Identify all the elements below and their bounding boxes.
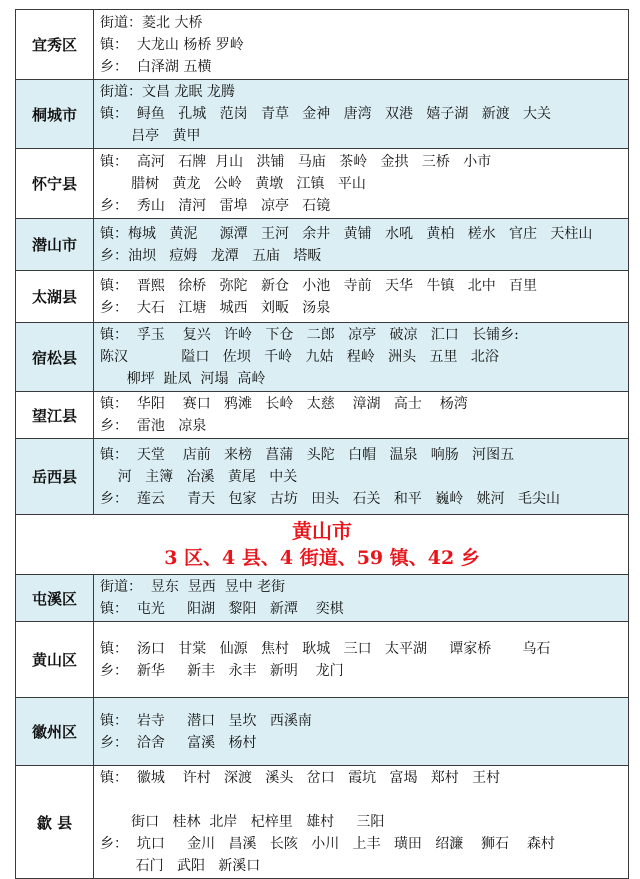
city-stats: 3 区、4 县、4 街道、59 镇、42 乡 (164, 547, 480, 569)
district-details (94, 323, 629, 392)
detail-line: 镇： 晋熙 徐桥 弥陀 新仓 小池 寺前 天华 牛镇 北中 百里 (100, 277, 538, 294)
detail-line: 街口 桂林 北岸 杞梓里 雄村 三阳 (100, 814, 385, 830)
detail-line: 乡：油坝 痘姆 龙潭 五庙 塔畈 (100, 247, 322, 264)
table-row (16, 575, 629, 622)
table-row (16, 80, 629, 149)
district-name: 徽州区 (16, 698, 94, 766)
district-details (94, 219, 629, 271)
detail-line: 镇： 高河 石牌 月山 洪铺 马庙 茶岭 金拱 三桥 小市 (100, 153, 492, 170)
city-title: 黄山市 (292, 519, 352, 543)
district-details (94, 149, 629, 219)
district-details (94, 439, 629, 515)
district-name: 怀宁县 (16, 149, 94, 219)
detail-line: 街道： 昱东 昱西 昱中 老街 (100, 579, 286, 595)
district-name: 岳西县 (16, 439, 94, 515)
detail-line: 乡： 新华 新丰 永丰 新明 龙门 (100, 662, 344, 679)
detail-line: 乡： 坑口 金川 昌溪 长陔 小川 上丰 璜田 绍濂 狮石 森村 (100, 836, 555, 852)
detail-line: 乡： 大石 江塘 城西 刘畈 汤泉 (100, 299, 331, 316)
district-name: 屯溪区 (16, 575, 94, 622)
detail-line: 街道：文昌 龙眠 龙腾 (100, 84, 235, 100)
district-name: 黄山区 (16, 622, 94, 698)
table-row (16, 271, 629, 323)
detail-line: 镇： 屯光 阳湖 黎阳 新潭 奕棋 (100, 601, 344, 617)
district-details (94, 392, 629, 439)
detail-line: 镇： 孚玉 复兴 许岭 下仓 二郎 凉亭 破凉 汇口 长铺乡: (100, 327, 519, 343)
district-name: 桐城市 (16, 80, 94, 149)
district-name: 潜山市 (16, 219, 94, 271)
detail-line: 腊树 黄龙 公岭 黄墩 江镇 平山 (100, 175, 366, 192)
district-details (94, 622, 629, 698)
detail-line: 乡： 洽舍 富溪 杨村 (100, 734, 257, 751)
table-row (16, 439, 629, 515)
district-name: 歙 县 (16, 766, 94, 879)
detail-line: 河 主簿 冶溪 黄尾 中关 (100, 468, 298, 485)
table-row (16, 323, 629, 392)
district-name: 宜秀区 (16, 10, 94, 80)
detail-line: 柳坪 趾凤 河塌 高岭 (100, 371, 266, 387)
district-details (94, 766, 629, 879)
district-name: 宿松县 (16, 323, 94, 392)
detail-line: 镇： 徽城 许村 深渡 溪头 岔口 霞坑 富堨 郑村 王村 (100, 770, 501, 786)
district-details (94, 10, 629, 80)
detail-line: 镇： 汤口 甘棠 仙源 焦村 耿城 三口 太平湖 谭家桥 乌石 (100, 640, 551, 657)
table-row (16, 698, 629, 766)
table-row (16, 219, 629, 271)
city-header-cell (16, 515, 629, 575)
table-row (16, 392, 629, 439)
detail-line: 镇： 鲟鱼 孔城 范岗 青草 金神 唐湾 双港 嬉子湖 新渡 大关 (100, 106, 552, 122)
detail-line: 街道：菱北 大桥 (100, 14, 203, 31)
table-row (16, 10, 629, 80)
district-details (94, 698, 629, 766)
city-header-row (16, 515, 629, 575)
detail-line: 镇： 天堂 店前 来榜 菖蒲 头陀 白帽 温泉 响肠 河图五 (100, 446, 515, 463)
district-table (15, 9, 629, 879)
detail-line: 镇： 岩寺 潜口 呈坎 西溪南 (100, 712, 312, 729)
detail-line: 镇：梅城 黄泥 源潭 王河 余井 黄铺 水吼 黄柏 槎水 官庄 天柱山 (100, 225, 593, 242)
district-name: 太湖县 (16, 271, 94, 323)
detail-line: 乡： 雷池 凉泉 (100, 418, 207, 434)
detail-line: 镇： 华阳 赛口 鸦滩 长岭 太慈 漳湖 高士 杨湾 (100, 396, 468, 412)
detail-line: 镇： 大龙山 杨桥 罗岭 (100, 36, 244, 53)
district-details (94, 271, 629, 323)
detail-line: 乡： 白泽湖 五横 (100, 58, 212, 75)
table-row (16, 622, 629, 698)
detail-line: 乡： 秀山 清河 雷埠 凉亭 石镜 (100, 197, 331, 214)
district-details (94, 80, 629, 149)
detail-line: 乡： 莲云 青天 包家 古坊 田头 石关 和平 巍岭 姚河 毛尖山 (100, 490, 560, 507)
table-row (16, 149, 629, 219)
district-name: 望江县 (16, 392, 94, 439)
detail-line: 陈汉 隘口 佐坝 千岭 九姑 程岭 洲头 五里 北浴 (100, 349, 499, 365)
detail-line: 吕亭 黄甲 (100, 128, 201, 144)
district-details (94, 575, 629, 622)
detail-line (100, 789, 628, 811)
table-row (16, 766, 629, 879)
detail-line: 石门 武阳 新溪口 (100, 858, 261, 874)
district-table-body (16, 10, 629, 879)
